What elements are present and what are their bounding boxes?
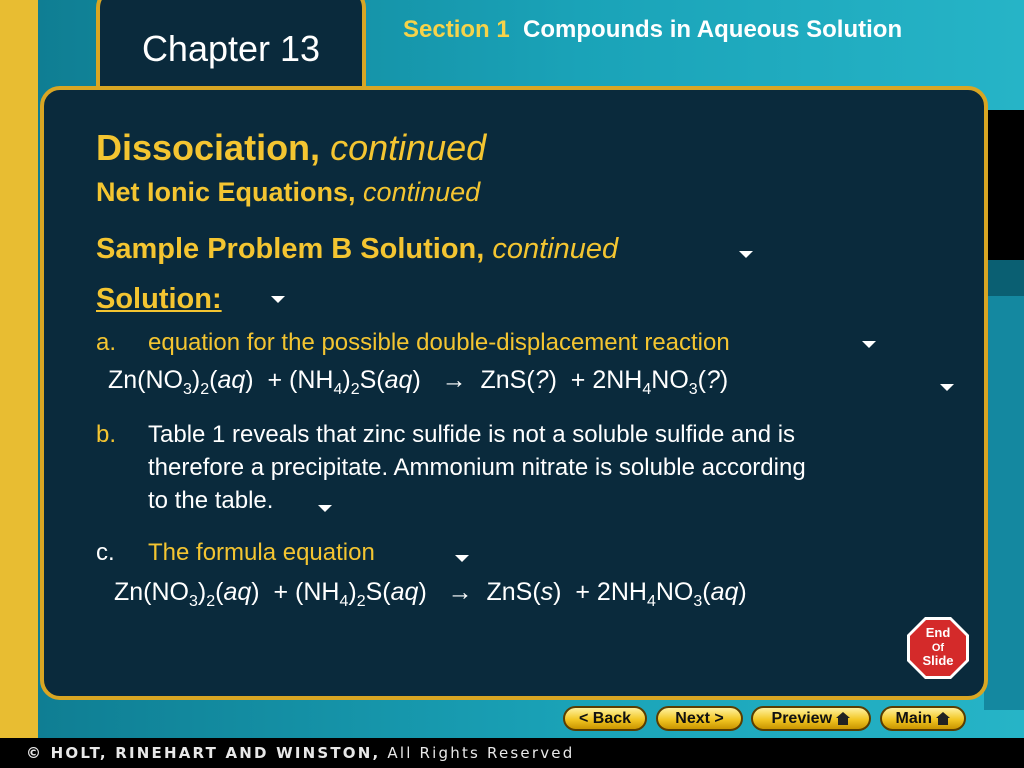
heading-main: Dissociation, (96, 127, 321, 168)
heading-sample-problem (96, 230, 618, 268)
solution-label: Solution: (96, 283, 222, 315)
heading-sample: Sample Problem B Solution, (96, 233, 485, 265)
item-b-line: to the table. (148, 487, 274, 514)
heading-sub-continued: continued (363, 177, 481, 207)
stop-sign-icon (906, 616, 970, 680)
main-label: Main (895, 710, 932, 727)
equation-formula: $Zn(NO_3)_2(aq) + (NH_4)_2S(aq) \to ZnS(s) + 2NH_4NO_3(aq)$ (114, 578, 747, 610)
preview-label: Preview (771, 710, 833, 727)
main-button[interactable] (880, 706, 966, 731)
section-name: Compounds in Aqueous Solution (523, 16, 903, 43)
item-c-text: The formula equation (148, 539, 375, 566)
chapter-label: Chapter 13 (141, 28, 321, 69)
reveal-arrow-icon[interactable] (940, 384, 954, 391)
heading-dissociation (96, 126, 486, 170)
end-slide-word: Slide (922, 653, 954, 668)
preview-button[interactable] (751, 706, 871, 731)
item-a-marker: a. (96, 329, 117, 356)
left-stripe (0, 0, 38, 738)
item-b-line: therefore a precipitate. Ammonium nitrate is soluble according (148, 454, 806, 481)
end-slide-word: Of (931, 642, 945, 654)
heading-net-ionic (96, 174, 480, 210)
heading-sample-continued: continued (492, 233, 619, 265)
item-a-text: equation for the possible double-displacement reaction (148, 329, 730, 356)
home-icon (836, 710, 850, 731)
reveal-arrow-icon[interactable] (271, 296, 285, 303)
reveal-arrow-icon[interactable] (318, 505, 332, 512)
home-icon (936, 710, 950, 731)
equation-possible: $Zn(NO_3)_2(aq) + (NH_4)_2S(aq)$ → ZnS(?) + $2NH_4NO_3(?)$ (108, 366, 729, 398)
item-c-marker: c. (96, 539, 115, 566)
reveal-arrow-icon[interactable] (739, 251, 753, 258)
end-slide-word: End (925, 625, 951, 640)
item-b-marker: b. (96, 421, 117, 448)
section-title (403, 14, 923, 46)
next-button[interactable]: Next > (656, 706, 743, 731)
footer-rights: All Rights Reserved (380, 744, 575, 762)
section-number: Section 1 (403, 16, 510, 43)
end-of-slide-button[interactable] (906, 616, 970, 680)
reveal-arrow-icon[interactable] (455, 555, 469, 562)
copyright-footer (0, 738, 1024, 768)
item-b-text (148, 418, 948, 517)
back-button[interactable]: < Back (563, 706, 647, 731)
heading-main-continued: continued (330, 127, 487, 168)
heading-sub: Net Ionic Equations, (96, 177, 356, 207)
item-b-line: Table 1 reveals that zinc sulfide is not a soluble sulfide and is (148, 421, 796, 448)
reveal-arrow-icon[interactable] (862, 341, 876, 348)
right-decor-bars (984, 110, 1024, 710)
footer-publisher: © HOLT, RINEHART AND WINSTON, (26, 744, 381, 762)
